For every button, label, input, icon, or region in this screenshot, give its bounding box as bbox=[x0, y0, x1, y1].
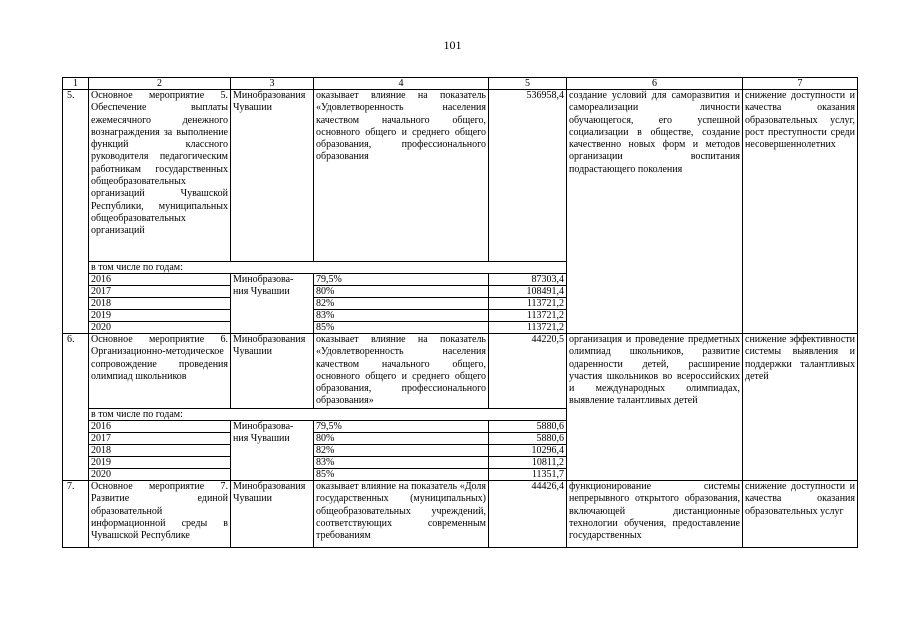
row-number: 5. bbox=[63, 90, 89, 334]
expected-result bbox=[567, 481, 743, 548]
year-amount: 113721,2 bbox=[489, 322, 567, 334]
year: 2016 bbox=[89, 421, 231, 433]
year-amount: 87303,4 bbox=[489, 274, 567, 286]
amount: 44220,5 bbox=[489, 334, 567, 409]
header-cell: 1 bbox=[63, 78, 89, 90]
indicator-text: оказывает влияние на показатель «Доля государственных (муниципальных) общеобразовательных учреждений, соответствующих современным требованиям bbox=[316, 481, 486, 542]
year-amount: 5880,6 bbox=[489, 421, 567, 433]
year-executor bbox=[231, 298, 314, 310]
risk-text: снижение доступности и качества оказания образовательных услуг bbox=[745, 481, 855, 517]
year-indicator-value: 79,5% bbox=[314, 421, 489, 433]
executor: Минобразования Чувашии bbox=[231, 334, 314, 409]
year: 2019 bbox=[89, 457, 231, 469]
year-amount: 113721,2 bbox=[489, 298, 567, 310]
executor: Минобразования Чувашии bbox=[231, 90, 314, 262]
expected-result: создание условий для саморазвития и самореализации личности обучающегося, его успешной социализации в обществе, создание качественно новых форм и методов организации воспитания подрастающего поколения bbox=[567, 90, 743, 334]
year-executor bbox=[231, 457, 314, 469]
year-indicator-value: 83% bbox=[314, 457, 489, 469]
year-amount: 108491,4 bbox=[489, 286, 567, 298]
year-indicator-value: 83% bbox=[314, 310, 489, 322]
year-indicator-value: 85% bbox=[314, 469, 489, 481]
indicator bbox=[314, 481, 489, 548]
year-indicator-value: 82% bbox=[314, 298, 489, 310]
year-executor: Минобразова- bbox=[231, 421, 314, 433]
expected-result: организация и проведение предметных олимпиад школьников, развитие одаренности детей, расширение участия школьников во всероссийских и международных олимпиадах, выявление талантливых детей bbox=[567, 334, 743, 481]
year: 2018 bbox=[89, 298, 231, 310]
executor bbox=[231, 481, 314, 548]
year-amount: 10811,2 bbox=[489, 457, 567, 469]
year-executor bbox=[231, 322, 314, 334]
years-label: в том числе по годам: bbox=[89, 409, 567, 421]
event-name: Основное мероприятие 5. Обеспечение выплаты ежемесячного денежного вознаграждения за выполнение функций классного руководителя педагогическим работникам государственных общеобразовательных организаций Чувашской Республики, муниципальных общеобразовательных организаций bbox=[89, 90, 231, 262]
year-indicator-value: 80% bbox=[314, 433, 489, 445]
indicator: оказывает влияние на показатель «Удовлетворенность населения качеством начального общего, основного общего и среднего общего образования, профессионального образования bbox=[314, 90, 489, 262]
row-number: 6. bbox=[63, 334, 89, 481]
year: 2016 bbox=[89, 274, 231, 286]
program-events-table bbox=[62, 77, 858, 548]
year-executor: ния Чувашии bbox=[231, 286, 314, 298]
expected-result-text: функционирование системы непрерывного открытого образования, включающей дистанционные технологии обучения, предоставление государственных bbox=[569, 481, 740, 542]
year: 2017 bbox=[89, 433, 231, 445]
amount bbox=[489, 481, 567, 548]
year-executor bbox=[231, 469, 314, 481]
header-cell: 6 bbox=[567, 78, 743, 90]
year-indicator-value: 80% bbox=[314, 286, 489, 298]
year: 2017 bbox=[89, 286, 231, 298]
event-name: Основное мероприятие 6. Организационно-методическое сопровождение проведения олимпиад школьников bbox=[89, 334, 231, 409]
header-cell: 2 bbox=[89, 78, 231, 90]
year-indicator-value: 82% bbox=[314, 445, 489, 457]
year-indicator-value: 85% bbox=[314, 322, 489, 334]
executor-text: Минобразования Чувашии bbox=[233, 481, 306, 505]
risk: снижение доступности и качества оказания образовательных услуг, рост преступности среди несовершеннолетних bbox=[743, 90, 858, 334]
year-amount: 10296,4 bbox=[489, 445, 567, 457]
header-cell: 3 bbox=[231, 78, 314, 90]
years-label: в том числе по годам: bbox=[89, 262, 567, 274]
table-row bbox=[63, 481, 858, 548]
year-amount: 5880,6 bbox=[489, 433, 567, 445]
amount: 536958,4 bbox=[489, 90, 567, 262]
year-amount: 11351,7 bbox=[489, 469, 567, 481]
year: 2020 bbox=[89, 469, 231, 481]
risk bbox=[743, 481, 858, 548]
year: 2018 bbox=[89, 445, 231, 457]
year-amount: 113721,2 bbox=[489, 310, 567, 322]
year: 2020 bbox=[89, 322, 231, 334]
year-executor: Минобразова- bbox=[231, 274, 314, 286]
table-row bbox=[63, 334, 858, 409]
header-cell: 5 bbox=[489, 78, 567, 90]
year: 2019 bbox=[89, 310, 231, 322]
year-executor bbox=[231, 310, 314, 322]
page-number: 101 bbox=[443, 38, 462, 52]
event-name-text: Основное мероприятие 7. Развитие единой образовательной информационной среды в Чувашской Республике bbox=[91, 481, 228, 542]
indicator: оказывает влияние на показатель «Удовлетворенность населения качеством начального общего, основного общего и среднего общего образования, профессионального образования» bbox=[314, 334, 489, 409]
event-name bbox=[89, 481, 231, 548]
header-cell: 4 bbox=[314, 78, 489, 90]
row-number: 7. bbox=[63, 481, 89, 548]
risk: снижение эффективности системы выявления и поддержки талантливых детей bbox=[743, 334, 858, 481]
amount-text: 44426,4 bbox=[531, 481, 564, 492]
year-indicator-value: 79,5% bbox=[314, 274, 489, 286]
header-cell: 7 bbox=[743, 78, 858, 90]
year-executor: ния Чувашии bbox=[231, 433, 314, 445]
year-executor bbox=[231, 445, 314, 457]
table-row bbox=[63, 90, 858, 262]
table-header-row bbox=[63, 78, 858, 90]
